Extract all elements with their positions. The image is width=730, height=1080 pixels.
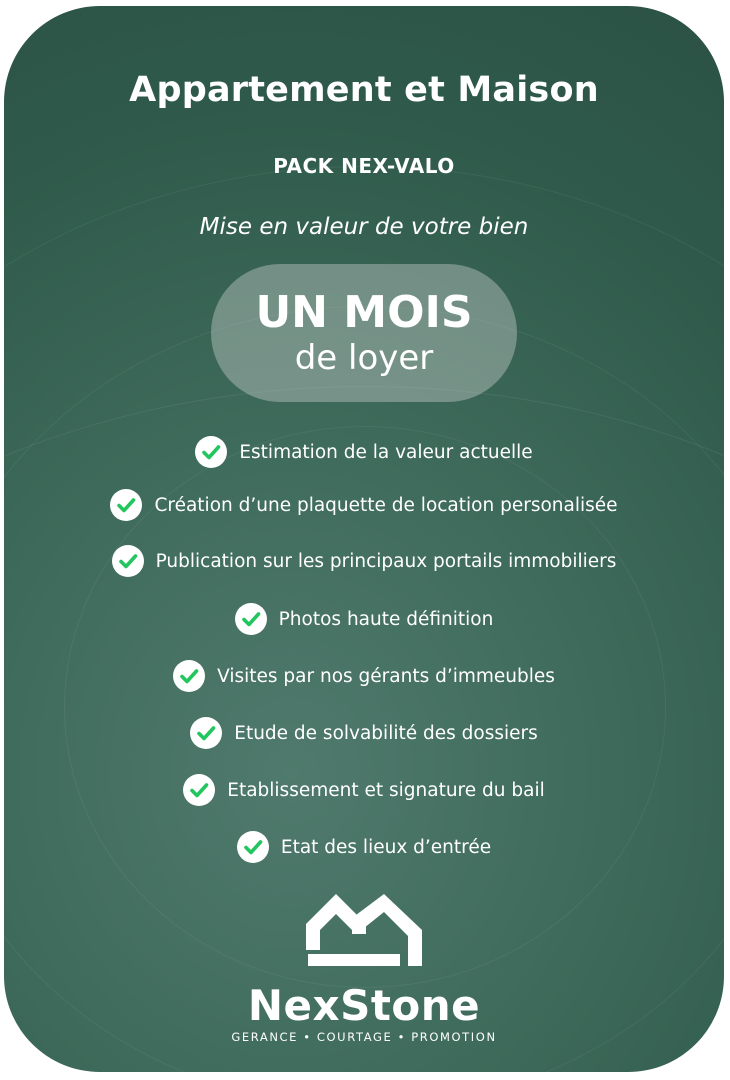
feature-label: Etude de solvabilité des dossiers <box>234 722 538 744</box>
feature-label: Publication sur les principaux portails immobiliers <box>155 550 617 572</box>
feature-item <box>4 715 724 751</box>
feature-item <box>4 601 724 637</box>
feature-item <box>4 434 724 470</box>
nexstone-logo-icon <box>304 890 424 970</box>
feature-item <box>4 487 724 523</box>
check-circle-icon <box>112 545 144 577</box>
page-title: Appartement et Maison <box>129 70 599 110</box>
check-circle-icon <box>235 603 267 635</box>
feature-item <box>4 772 724 808</box>
brand-logo <box>4 890 724 1044</box>
check-circle-icon <box>195 436 227 468</box>
feature-label: Photos haute définition <box>278 608 494 630</box>
brand-name: NexStone <box>247 981 481 1030</box>
price-badge <box>211 264 517 402</box>
feature-item <box>4 829 724 865</box>
check-circle-icon <box>173 660 205 692</box>
brand-tagline: GERANCE • COURTAGE • PROMOTION <box>231 1030 497 1044</box>
feature-label: Estimation de la valeur actuelle <box>239 441 533 463</box>
offer-card <box>4 6 724 1072</box>
feature-label: Etat des lieux d’entrée <box>280 836 492 858</box>
feature-item <box>4 658 724 694</box>
pack-name: PACK NEX-VALO <box>273 154 455 178</box>
tagline: Mise en valeur de votre bien <box>199 214 529 240</box>
feature-label: Etablissement et signature du bail <box>227 779 545 801</box>
check-circle-icon <box>190 717 222 749</box>
feature-label: Visites par nos gérants d’immeubles <box>217 665 555 687</box>
feature-label: Création d’une plaquette de location personalisée <box>154 494 618 516</box>
price-sub: de loyer <box>294 338 434 378</box>
feature-item <box>4 543 724 579</box>
check-circle-icon <box>183 774 215 806</box>
check-circle-icon <box>110 489 142 521</box>
check-circle-icon <box>237 831 269 863</box>
price-main: UN MOIS <box>255 287 473 338</box>
